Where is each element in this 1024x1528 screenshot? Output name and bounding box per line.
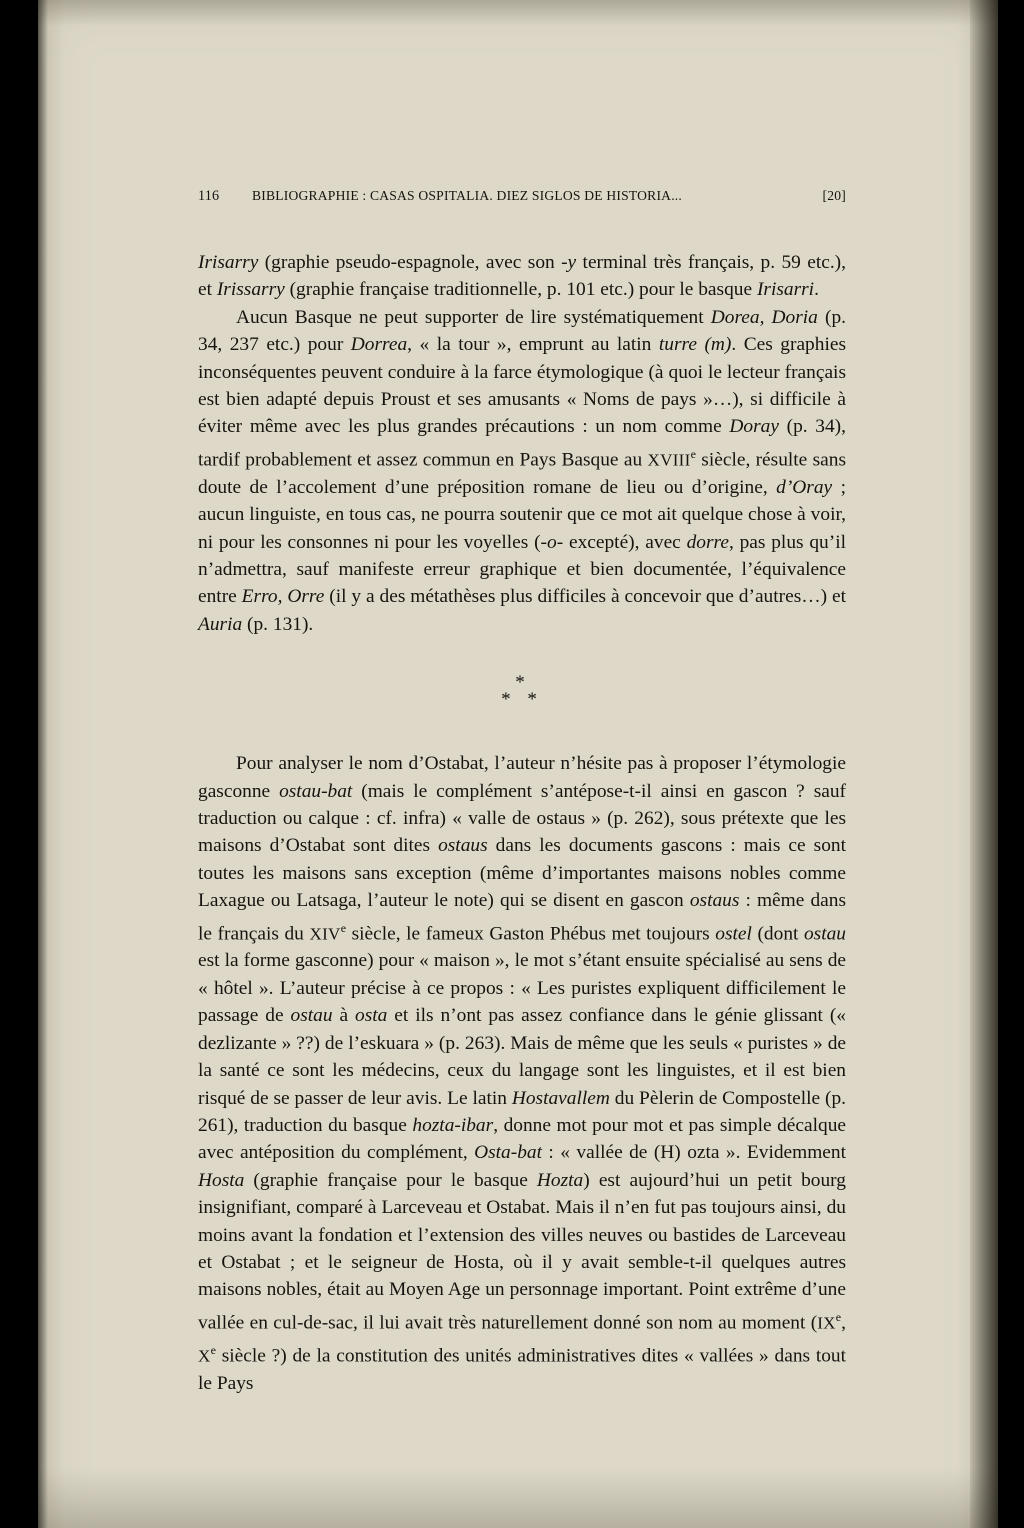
book-gutter: [970, 0, 998, 1528]
page-number: 116: [198, 188, 220, 204]
running-title: BIBLIOGRAPHIE : CASAS OSPITALIA. DIEZ SIGLOS DE HISTORIA...: [252, 188, 682, 203]
page-content: [198, 188, 846, 1397]
section-separator: [198, 672, 846, 711]
paragraph-1: Irisarry (graphie pseudo-espagnole, avec son -y terminal très français, p. 59 etc.), et Irissarry (graphie française traditionnelle, p. 101 etc.) pour le basque Irisarri.: [198, 252, 846, 301]
paragraph-3: Pour analyser le nom d’Ostabat, l’auteur n’hésite pas à proposer l’étymologie gasconne ostau-bat (mais le complément s’antépose-t-il ainsi en gascon ? sauf traduction ou calque : cf. infra) « valle de ostaus » (p. 262), sous prétexte que les maisons d’Ostabat sont dites ostaus dans les documents gascons : mais ce sont toutes les maisons sans exception (même d’importantes maisons nobles comme Laxague ou Latsaga, l’auteur le note) qui se disent en gascon ostaus : même dans le français du XIVe siècle, le fameux Gaston Phébus met toujours ostel (dont ostau est la forme gasconne) pour « maison », le mot s’étant ensuite spécialisé au sens de « hôtel ». L’auteur précise à ce propos : « Les puristes expliquent difficilement le passage de ostau à osta et ils n’ont pas assez confiance dans le génie glissant (« dezlizante » ??) de l’eskuara » (p. 263). Mais de même que les seuls « puristes » de la santé ce sont les médecins, ceux du langage sont les linguistes, et il est bien risqué de se passer de leur avis. Le latin Hostavallem du Pèlerin de Compostelle (p. 261), traduction du basque hozta-ibar, donne mot pour mot et pas simple décalque avec antéposition du complément, Osta-bat : « vallée de (H) ozta ». Evidemment Hosta (graphie française pour le basque Hozta) est aujourd’hui un petit bourg insignifiant, comparé à Larceveau et Ostabat. Mais il n’en fut pas toujours ainsi, du moins avant la fondation et l’extension des villes neuves ou bastides de Larceveau et Ostabat ; et le seigneur de Hosta, où il y avait semble-t-il quelques autres maisons nobles, était au Moyen Age un personnage important. Point extrême d’une vallée en cul-de-sac, il lui avait très naturellement donné son nom au moment (IXe, Xe siècle ?) de la constitution des unités administratives dites « vallées » dans tout le Pays: [198, 753, 846, 1394]
paragraph-2: Aucun Basque ne peut supporter de lire systématiquement Dorea, Doria (p. 34, 237 etc.) pour Dorrea, « la tour », emprunt au latin turre (m). Ces graphies inconséquentes peuvent conduire à la farce étymologique (à quoi le lecteur français est bien adapté depuis Proust et ses amusants « Noms de pays »…), si difficile à éviter même avec les plus grandes précautions : un nom comme Doray (p. 34), tardif probablement et assez commun en Pays Basque au XVIIIe siècle, résulte sans doute de l’accolement d’une préposition romane de lieu ou d’origine, d’Oray ; aucun linguiste, en tous cas, ne pourra soutenir que ce mot ait quelque chose à voir, ni pour les consonnes ni pour les voyelles (-o- excepté), avec dorre, pas plus qu’il n’admettra, sauf manifeste erreur graphique et bien documentée, l’équivalence entre Erro, Orre (il y a des métathèses plus difficiles à concevoir que d’autres…) et Auria (p. 131).: [198, 306, 847, 635]
bracket-number: [20]: [822, 188, 846, 203]
page-top-shading: [38, 0, 998, 26]
page-left-shadow: [38, 0, 48, 1528]
page-bottom-shading: [38, 1468, 998, 1528]
running-head: [198, 188, 846, 205]
separator-asterisk-top: *: [515, 672, 531, 694]
book-page: [38, 0, 998, 1528]
separator-asterisk-bottom: * *: [501, 689, 543, 711]
